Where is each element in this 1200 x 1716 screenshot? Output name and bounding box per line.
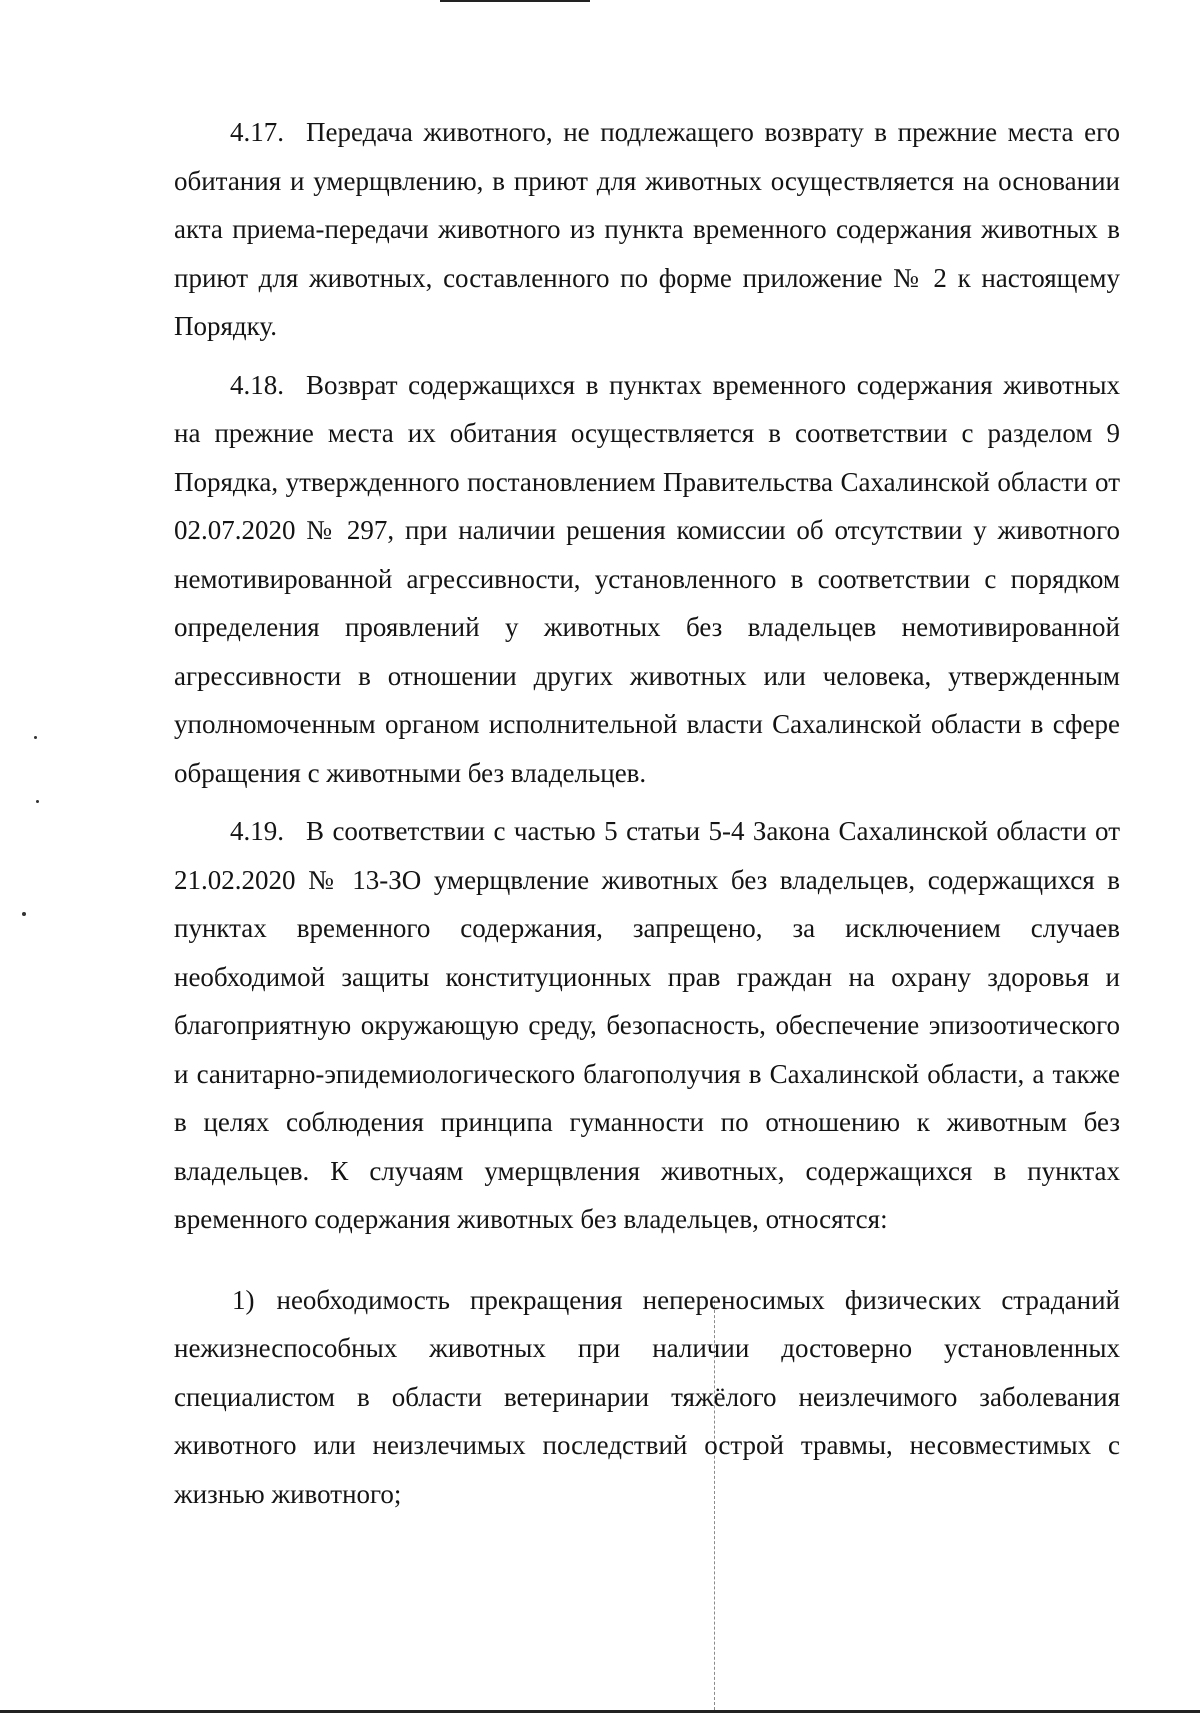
scan-speck xyxy=(34,736,37,739)
paragraph-number: 4.19. xyxy=(230,816,284,846)
paragraph-number: 4.18. xyxy=(230,369,284,400)
scan-edge-top xyxy=(440,0,590,2)
paragraph-number: 4.17. xyxy=(230,117,284,147)
scan-speck xyxy=(36,800,39,803)
paragraph-4-17 xyxy=(174,108,1120,351)
paragraph-4-18 xyxy=(174,361,1120,798)
scan-edge-bottom xyxy=(0,1710,1200,1713)
document-body xyxy=(174,108,1120,1528)
paragraph-text: Возврат содержащихся в пунктах временного содержания животных на прежние места их обитания осуществляется в соответствии с разделом 9 Порядка, утвержденного постановлением Правительства Сахалинской области от 02.07.2020 № 297, при наличии решения комиссии об отсутствии у животного немотивированной агрессивности, установленного в соответствии с порядком определения проявлений у животных без владельцев немотивированной агрессивности в отношении других животных или человека, утвержденным уполномоченным органом исполнительной власти Сахалинской области в сфере обращения с животными без владельцев. xyxy=(174,369,1120,788)
paragraph-4-19 xyxy=(174,807,1120,1244)
scan-speck xyxy=(22,912,26,916)
paragraph-text: Передача животного, не подлежащего возврату в прежние места его обитания и умерщвлению, в приют для животных осуществляется на основании акта приема-передачи животного из пункта временного содержания животных в приют для животных, составленного по форме приложение № 2 к настоящему Порядку. xyxy=(174,117,1120,341)
list-item-text: необходимость прекращения непереносимых физических страданий нежизнеспособных животных при наличии достоверно установленных специалистом в области ветеринарии тяжёлого неизлечимого заболевания животного или неизлечимых последствий острой травмы, несовместимых с жизнью животного; xyxy=(174,1284,1120,1509)
list-item-number: 1) xyxy=(232,1284,255,1315)
list-item-1 xyxy=(174,1276,1120,1519)
paragraph-text: В соответствии с частью 5 статьи 5-4 Закона Сахалинской области от 21.02.2020 № 13-ЗО умерщвление животных без владельцев, содержащихся в пунктах временного содержания, запрещено, за исключением случаев необходимой защиты конституционных прав граждан на охрану здоровья и благоприятную окружающую среду, безопасность, обеспечение эпизоотического и санитарно-эпидемиологического благополучия в Сахалинской области, а также в целях соблюдения принципа гуманности по отношению к животным без владельцев. К случаям умерщвления животных, содержащихся в пунктах временного содержания животных без владельцев, относятся: xyxy=(174,816,1120,1234)
